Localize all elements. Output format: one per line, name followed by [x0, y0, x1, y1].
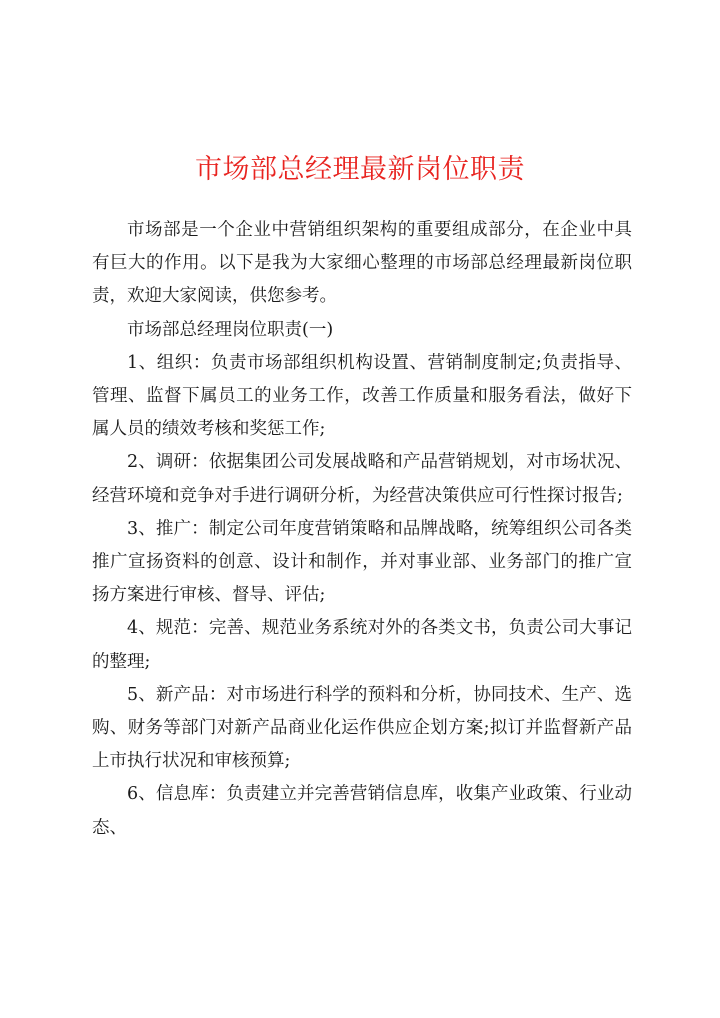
- intro-paragraph: 市场部是一个企业中营销组织架构的重要组成部分，在企业中具有巨大的作用。以下是我为大家细心整理的市场部总经理最新岗位职责，欢迎大家阅读，供您参考。: [92, 220, 632, 307]
- duty-item-1: 1、组织：负责市场部组织机构设置、营销制度制定;负责指导、管理、监督下属员工的业务工作，改善工作质量和服务看法，做好下属人员的绩效考核和奖惩工作;: [92, 352, 632, 440]
- document-title: 市场部总经理最新岗位职责: [195, 154, 525, 185]
- section-heading: 市场部总经理岗位职责(一): [127, 319, 334, 340]
- duty-item-2: 2、调研：依据集团公司发展战略和产品营销规划，对市场状况、经营环境和竞争对手进行调研分析，为经营决策供应可行性探讨报告;: [92, 452, 632, 506]
- document-body: [92, 214, 632, 845]
- duty-item-4: 4、规范：完善、规范业务系统对外的各类文书，负责公司大事记的整理;: [92, 618, 632, 672]
- duty-item-5: 5、新产品：对市场进行科学的预料和分析，协同技术、生产、选购、财务等部门对新产品商业化运作供应企划方案;拟订并监督新产品上市执行状况和审核预算;: [92, 684, 632, 772]
- duty-item-3: 3、推广：制定公司年度营销策略和品牌战略，统筹组织公司各类推广宣扬资料的创意、设计和制作，并对事业部、业务部门的推广宣扬方案进行审核、督导、评估;: [92, 518, 632, 606]
- duty-item-6: 6、信息库：负责建立并完善营销信息库，收集产业政策、行业动态、: [92, 784, 632, 838]
